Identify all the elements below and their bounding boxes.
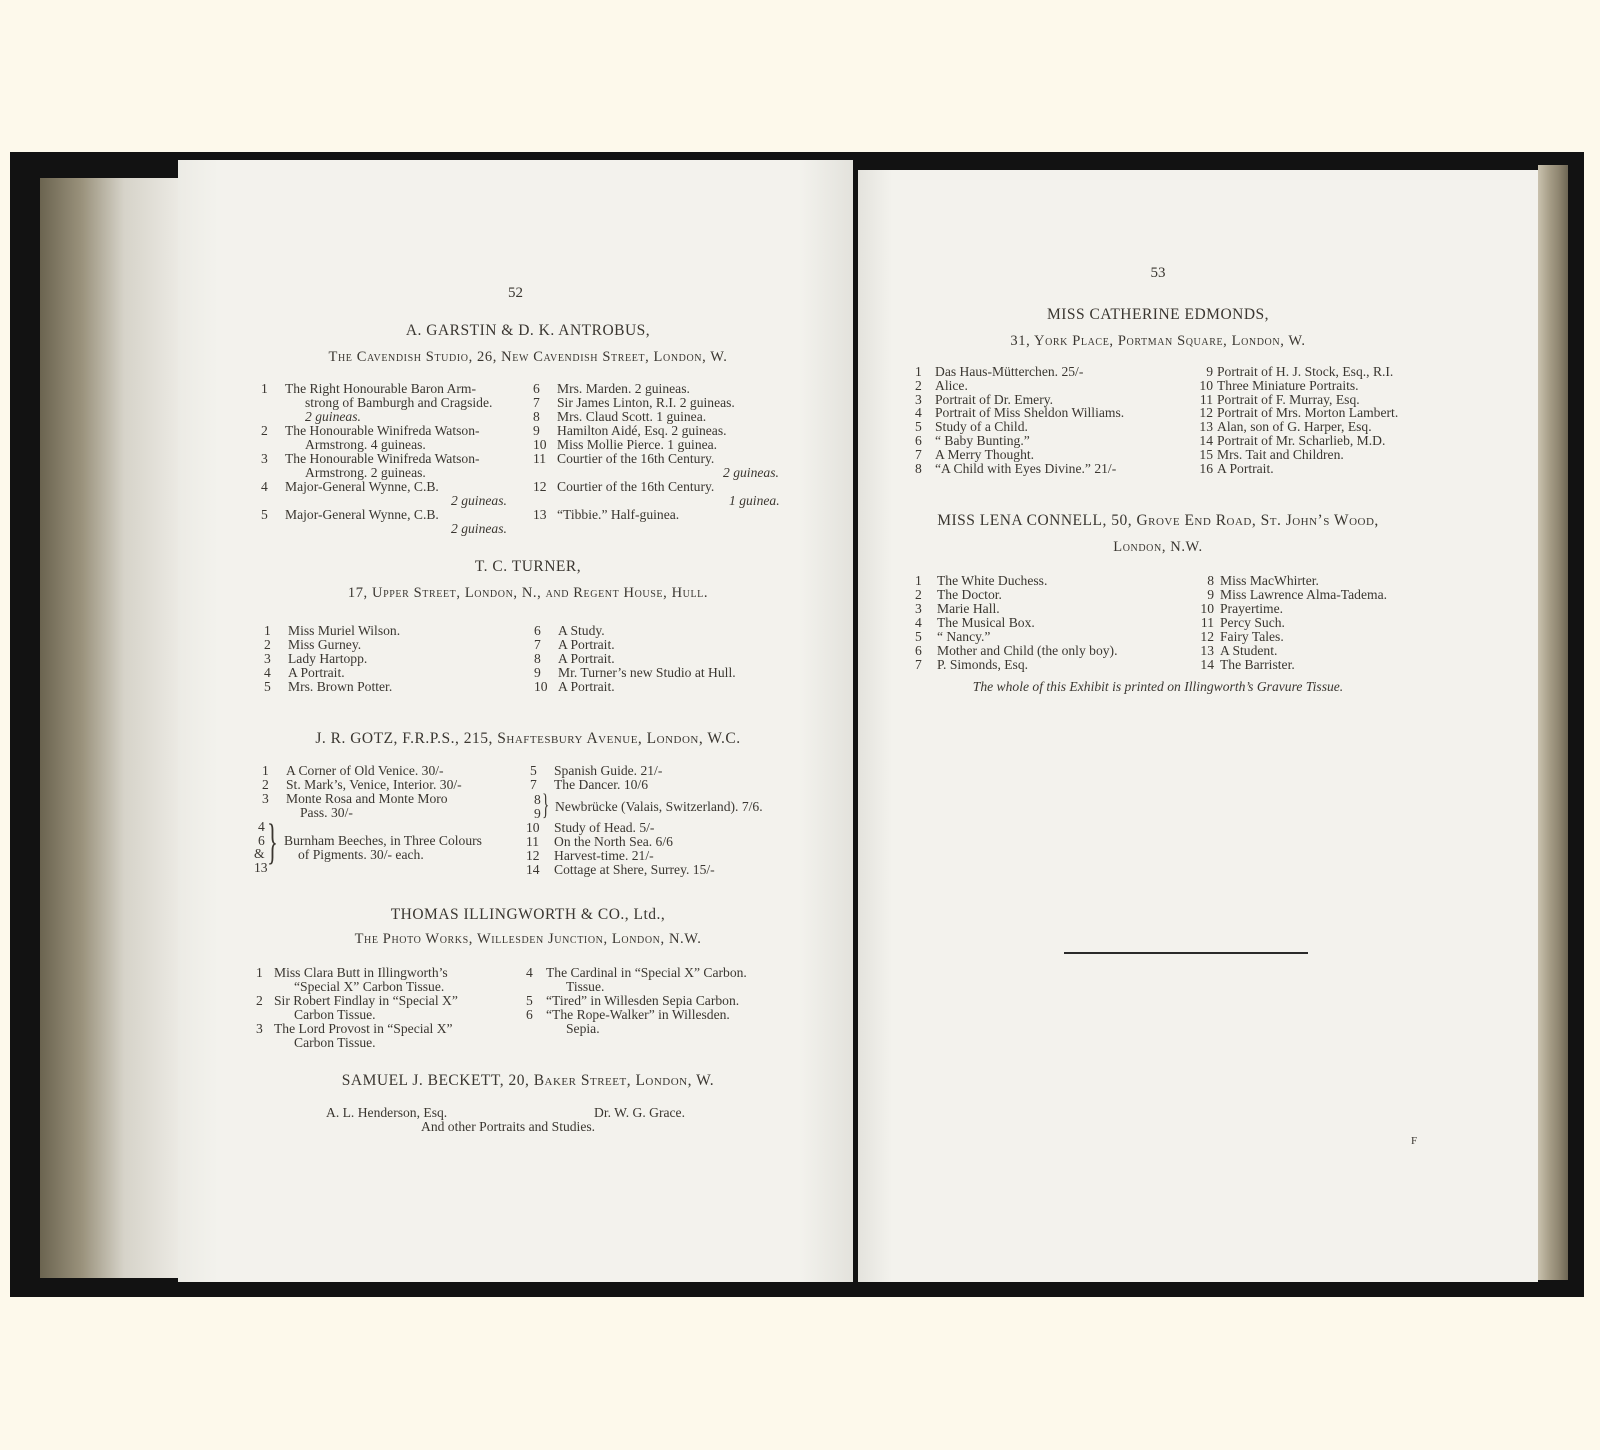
list-item: 1 The Right Honourable Baron Arm- xyxy=(261,381,477,396)
list-item: 5 “ Nancy.” xyxy=(915,629,991,644)
illingworth-col2: 4 The Cardinal in “Special X” Carbon. Tissue. 5 “Tired” in Willesden Sepia Carbon. 6 “The Rope-Walker” in Willesden. Sepia. xyxy=(526,965,747,1036)
list-item: 5 “Tired” in Willesden Sepia Carbon. xyxy=(526,993,740,1008)
list-item: 1 Miss Muriel Wilson. xyxy=(264,623,401,638)
turner-col2 xyxy=(534,624,736,694)
gotz-pair-text: Newbrücke (Valais, Switzerland). 7/6. xyxy=(555,799,763,814)
list-item: 6 “ Baby Bunting.” xyxy=(915,432,1030,448)
gotz-col2b xyxy=(526,821,715,877)
list-item: 13 “Tibbie.” Half-guinea. xyxy=(533,507,680,522)
list-item: 3 Marie Hall. xyxy=(915,601,1000,616)
gotz-group-numbers: 4 6 & 13 xyxy=(254,819,268,875)
list-item: 3 Portrait of Dr. Emery. xyxy=(915,391,1054,407)
list-item: 15 Mrs. Tait and Children. xyxy=(1199,446,1344,462)
list-item: 1 A Corner of Old Venice. 30/- xyxy=(262,763,444,778)
list-item: 3 Lady Hartopp. xyxy=(264,651,368,666)
list-item-cont: Armstrong. 2 guineas. xyxy=(305,465,426,480)
list-item: 4 The Musical Box. xyxy=(915,615,1035,630)
list-item: 14 Cottage at Shere, Surrey. 15/- xyxy=(526,862,715,877)
section-address-turner: 17, Upper Street, London, N., and Regent House, Hull. xyxy=(347,585,709,601)
list-item: 10 Miss Mollie Pierce. 1 guinea. xyxy=(533,437,718,452)
brace-glyph: } xyxy=(267,813,278,869)
list-item: 5 Study of a Child. xyxy=(915,419,1028,435)
list-item: 14 The Barrister. xyxy=(1200,657,1295,672)
edmonds-col1 xyxy=(915,365,1124,475)
list-item: 9 Mr. Turner’s new Studio at Hull. xyxy=(534,665,736,680)
list-item-price: 2 guineas. xyxy=(723,465,779,480)
list-item: 4 A Portrait. xyxy=(264,665,345,680)
list-item: 2 Miss Gurney. xyxy=(264,637,362,652)
list-item-price: 1 guinea. xyxy=(729,493,780,508)
list-item: 14 Portrait of Mr. Scharlieb, M.D. xyxy=(1199,432,1386,448)
garstin-col1 xyxy=(261,382,507,536)
page-number: 53 xyxy=(1150,265,1166,281)
list-item: 4 Portrait of Miss Sheldon Williams. xyxy=(915,405,1125,421)
list-item: 3 The Honourable Winifreda Watson- xyxy=(261,451,480,466)
list-item: 10 Prayertime. xyxy=(1200,601,1284,616)
list-item: 7 P. Simonds, Esq. xyxy=(915,657,1029,672)
list-item: 16 A Portrait. xyxy=(1199,460,1274,476)
gotz-col1 xyxy=(262,764,462,820)
signature-mark: F xyxy=(1411,1135,1418,1147)
exhibit-note: The whole of this Exhibit is printed on Illingworth’s Gravure Tissue. xyxy=(972,679,1344,694)
list-item-price: 2 guineas. xyxy=(305,409,361,424)
list-item: 5 Major-General Wynne, C.B. xyxy=(261,507,439,522)
list-item: 9 Portrait of H. J. Stock, Esq., R.I. xyxy=(1206,364,1394,379)
list-item: 9 Miss Lawrence Alma-Tadema. xyxy=(1207,587,1388,602)
section-heading-garstin: A. GARSTIN & D. K. ANTROBUS, xyxy=(405,322,651,339)
brace-glyph: } xyxy=(542,788,550,821)
list-item: 6 “The Rope-Walker” in Willesden. xyxy=(526,1007,730,1022)
list-item: 8 “A Child with Eyes Divine.” 21/- xyxy=(915,460,1117,476)
list-item: 1 The White Duchess. xyxy=(915,573,1048,588)
list-item: 2 Sir Robert Findlay in “Special X” xyxy=(256,993,458,1008)
section-address-edmonds: 31, York Place, Portman Square, London, W. xyxy=(1010,333,1306,349)
connell-col2 xyxy=(1186,574,1387,672)
list-item: 5 Mrs. Brown Potter. xyxy=(264,679,393,694)
list-item: 1 Miss Clara Butt in Illingworth’s xyxy=(256,965,448,980)
divider-rule xyxy=(1064,952,1308,954)
list-item: 6 Mrs. Marden. 2 guineas. xyxy=(533,381,690,396)
list-item-cont: strong of Bamburgh and Cragside. xyxy=(305,395,493,410)
list-item-price: 2 guineas. xyxy=(451,493,507,508)
list-item-cont: Armstrong. 4 guineas. xyxy=(305,437,426,452)
list-item: 7 A Portrait. xyxy=(534,637,615,652)
list-item: 12 Portrait of Mrs. Morton Lambert. xyxy=(1199,405,1399,421)
list-item: 11 Portrait of F. Murray, Esq. xyxy=(1199,391,1360,407)
list-item: 2 The Doctor. xyxy=(915,587,1002,602)
section-heading-beckett: SAMUEL J. BECKETT, 20, Baker Street, London, W. xyxy=(341,1072,715,1089)
section-address-illingworth: The Photo Works, Willesden Junction, London, N.W. xyxy=(354,931,702,947)
list-item: 3 Monte Rosa and Monte Moro xyxy=(262,791,448,806)
list-item: 11 On the North Sea. 6/6 xyxy=(526,834,673,849)
edmonds-col2 xyxy=(1185,365,1398,475)
gotz-col2 xyxy=(530,764,662,792)
list-item: 7 Sir James Linton, R.I. 2 guineas. xyxy=(533,395,735,410)
list-item: 2 The Honourable Winifreda Watson- xyxy=(261,423,480,438)
list-item: 6 A Study. xyxy=(534,623,605,638)
list-item: 1 Das Haus-Mütterchen. 25/- xyxy=(915,364,1084,379)
turner-col1 xyxy=(264,624,400,694)
list-item: 6 Mother and Child (the only boy). xyxy=(915,643,1118,658)
list-item: 12 Courtier of the 16th Century. xyxy=(533,479,715,494)
section-heading-connell-2: London, N.W. xyxy=(1113,539,1203,555)
section-heading-turner: T. C. TURNER, xyxy=(474,558,582,575)
gotz-pair-numbers: 8 9 xyxy=(534,792,541,821)
section-heading-connell: MISS LENA CONNELL, 50, Grove End Road, St. John’s Wood, xyxy=(937,512,1379,529)
right-page xyxy=(858,170,1538,1282)
list-item: 10 Three Miniature Portraits. xyxy=(1199,377,1359,393)
list-item: 8 Miss MacWhirter. xyxy=(1207,573,1319,588)
gotz-group-text: Burnham Beeches, in Three Colours of Pigments. 30/- each. xyxy=(284,833,482,862)
list-item: 9 Hamilton Aidé, Esq. 2 guineas. xyxy=(533,423,727,438)
left-page xyxy=(178,160,853,1282)
list-item: 10 A Portrait. xyxy=(534,679,615,694)
list-item: 8 A Portrait. xyxy=(534,651,615,666)
list-item: 4 The Cardinal in “Special X” Carbon. xyxy=(526,965,747,980)
beckett-item: And other Portraits and Studies. xyxy=(421,1119,596,1134)
list-item-price: 2 guineas. xyxy=(451,521,507,536)
page-number: 52 xyxy=(508,285,523,301)
list-item: 12 Harvest-time. 21/- xyxy=(526,848,654,863)
list-item: 4 Major-General Wynne, C.B. xyxy=(261,479,439,494)
list-item: 8 Mrs. Claud Scott. 1 guinea. xyxy=(533,409,707,424)
section-heading-illingworth: THOMAS ILLINGWORTH & CO., Ltd., xyxy=(390,906,666,923)
garstin-col2 xyxy=(533,382,780,522)
list-item: 12 Fairy Tales. xyxy=(1200,629,1284,644)
section-heading-edmonds: MISS CATHERINE EDMONDS, xyxy=(1046,306,1270,323)
left-page-stack xyxy=(40,178,180,1278)
list-item: 3 The Lord Provost in “Special X” xyxy=(256,1021,453,1036)
section-address-garstin: The Cavendish Studio, 26, New Cavendish Street, London, W. xyxy=(328,349,728,365)
connell-col1 xyxy=(915,574,1117,672)
list-item: 7 A Merry Thought. xyxy=(915,446,1035,462)
illingworth-col1: 1 Miss Clara Butt in Illingworth’s “Special X” Carbon Tissue. 2 Sir Robert Findlay in “Special X” Carbon Tissue. 3 The Lord Provost in “Special X” Carbon Tissue. xyxy=(256,965,458,1050)
list-item: 11 Courtier of the 16th Century. xyxy=(533,451,715,466)
list-item: 13 Alan, son of G. Harper, Esq. xyxy=(1199,419,1372,435)
beckett-item: Dr. W. G. Grace. xyxy=(594,1105,685,1120)
list-item: 2 Alice. xyxy=(915,377,968,393)
section-heading-gotz: J. R. GOTZ, F.R.P.S., 215, Shaftesbury Avenue, London, W.C. xyxy=(315,730,741,747)
right-page-stack xyxy=(1538,165,1568,1280)
list-item: 2 St. Mark’s, Venice, Interior. 30/- xyxy=(262,777,462,792)
list-item: 13 A Student. xyxy=(1200,643,1278,658)
list-item: 5 Spanish Guide. 21/- xyxy=(530,763,663,778)
list-item: 10 Study of Head. 5/- xyxy=(526,820,655,835)
beckett-item: A. L. Henderson, Esq. xyxy=(326,1105,448,1120)
list-item: 7 The Dancer. 10/6 xyxy=(530,777,648,792)
list-item: 11 Percy Such. xyxy=(1200,615,1285,630)
list-item-cont: Pass. 30/- xyxy=(300,805,353,820)
